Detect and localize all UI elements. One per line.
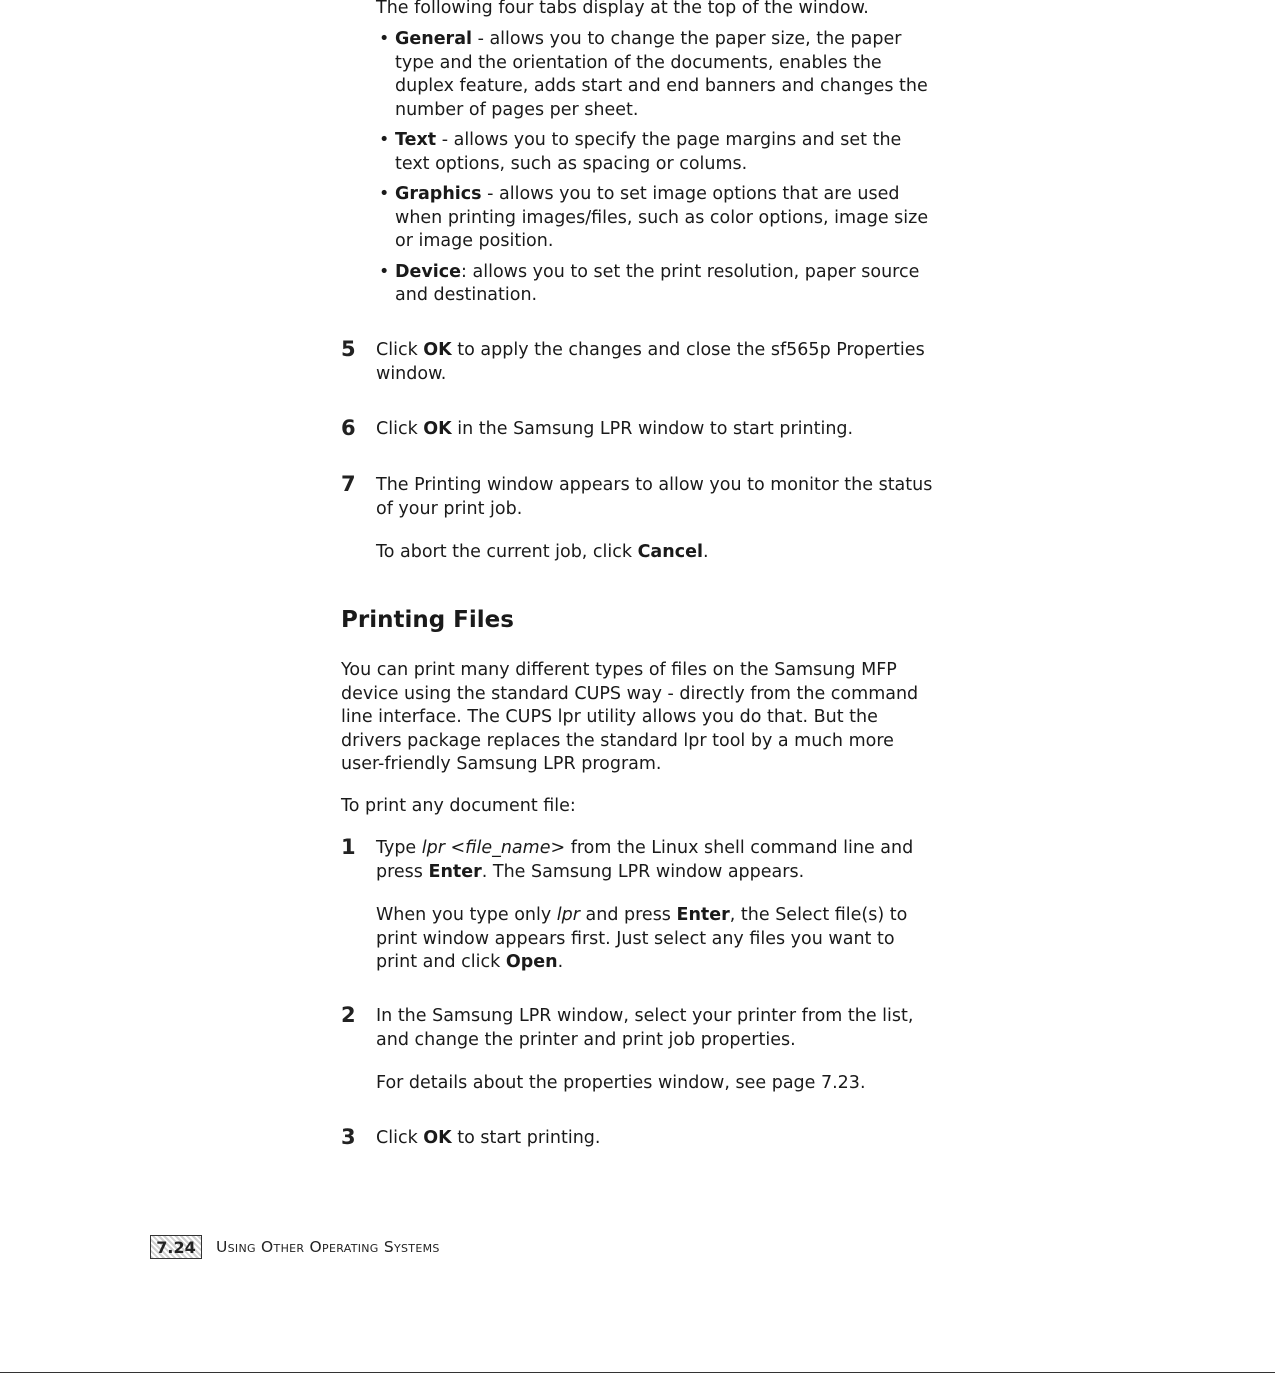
text: Click — [376, 419, 424, 439]
text: and press — [579, 905, 677, 925]
step-number: 6 — [341, 416, 356, 440]
step-number: 3 — [341, 1125, 356, 1149]
tab-device-item — [377, 261, 937, 308]
tab-name: General — [395, 29, 472, 49]
text: , the Select file(s) to print window appears first. Just select any files you want to print and click — [376, 905, 908, 972]
text: . — [702, 542, 709, 562]
page-number-badge: 7.24 — [150, 1235, 202, 1259]
page-footer — [150, 1233, 440, 1261]
text: . — [557, 952, 564, 972]
to-print-intro: To print any document file: — [341, 796, 576, 816]
step-2-text: In the Samsung LPR window, select your printer from the list, and change the printer and print job properties. — [376, 1006, 914, 1050]
step-7-text: The Printing window appears to allow you to monitor the status of your print job. — [376, 475, 933, 519]
step-number: 5 — [341, 337, 356, 361]
tab-name: Text — [395, 130, 437, 150]
text: in the Samsung LPR window to start printing. — [451, 419, 854, 439]
tabs-list — [377, 28, 937, 315]
step-6-text — [376, 418, 936, 442]
tab-description: allows you to set image options that are used when printing images/files, such as color options, image size or image position. — [395, 184, 929, 251]
bottom-divider — [0, 1372, 1275, 1373]
step-5-text — [376, 339, 936, 386]
tab-description: allows you to set the print resolution, paper source and destination. — [395, 261, 920, 305]
ok-label: OK — [423, 340, 452, 360]
command-text: lpr — [556, 905, 580, 925]
step-1-text — [376, 837, 936, 884]
text: from the Linux shell command line and press — [376, 838, 914, 882]
text: Click — [376, 1128, 424, 1148]
separator: : — [461, 261, 473, 282]
ok-label: OK — [423, 1128, 452, 1148]
ok-label: OK — [423, 419, 452, 439]
tab-description: allows you to change the paper size, the paper type and the orientation of the documents, enables the duplex feature, adds start and end banners and changes the number of pages per sheet. — [395, 29, 928, 120]
enter-label: Enter — [428, 861, 482, 882]
step-number: 2 — [341, 1003, 356, 1027]
text: To abort the current job, click — [376, 542, 638, 562]
step-2-note: For details about the properties window, see page 7.23. — [376, 1073, 866, 1093]
step-1-note — [376, 904, 936, 975]
section-body: You can print many different types of files on the Samsung MFP device using the standard CUPS way - directly from the command line interface. The CUPS lpr utility allows you do that. But the drivers package replaces the standard lpr tool by a much more user-friendly Samsung LPR program. — [341, 660, 919, 774]
separator: - — [481, 184, 500, 204]
separator: - — [472, 29, 490, 49]
tab-description: allows you to specify the page margins and set the text options, such as spacing or colums. — [395, 130, 902, 174]
tab-graphics-item — [377, 183, 937, 254]
footer-title: Using Other Operating Systems — [216, 1238, 440, 1256]
open-label: Open — [505, 952, 558, 972]
tab-text-item — [377, 129, 937, 176]
text: to start printing. — [451, 1128, 601, 1148]
tab-name: Graphics — [395, 184, 482, 204]
text: Click — [376, 340, 424, 360]
separator: - — [436, 130, 454, 150]
text: When you type only — [376, 905, 557, 925]
command-text: lpr <file_name> — [421, 838, 566, 858]
section-heading: Printing Files — [341, 607, 514, 633]
tab-general-item — [377, 28, 937, 122]
text: Type — [376, 838, 422, 858]
step-number: 7 — [341, 472, 356, 496]
step-3-text — [376, 1127, 936, 1151]
text: to apply the changes and close the sf565p Properties window. — [376, 340, 925, 384]
enter-label: Enter — [676, 905, 730, 925]
step-number: 1 — [341, 835, 356, 859]
tab-name: Device — [395, 261, 462, 282]
text: . The Samsung LPR window appears. — [481, 861, 805, 882]
cancel-label: Cancel — [637, 542, 703, 562]
tabs-intro: The following four tabs display at the top of the window. — [376, 0, 869, 18]
abort-note — [376, 541, 936, 565]
